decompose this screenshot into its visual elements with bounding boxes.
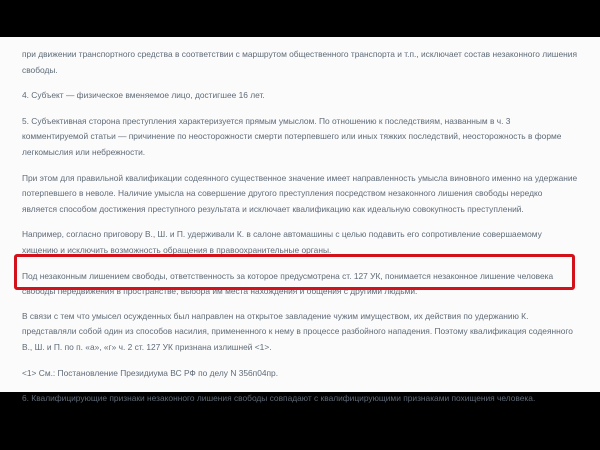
paragraph-example: Например, согласно приговору В., Ш. и П. удерживали К. в салоне автомашины с целью подавить его сопротивление совершаемому хищению и исключить возможность обращения в правоохранительные органы. [22, 229, 542, 255]
paragraph-intent: При этом для правильной квалификации содеянного существенное значение имеет направленность умысла виновного именно на удержание потерпевшего в неволе. Наличие умысла на совершение другого преступления посредством незаконного лишения свободы нередко является способом достижения преступного результата и исключает квалификацию как идеальную совокупность преступлений. [22, 172, 578, 214]
paragraph-definition-highlighted: Под незаконным лишением свободы, ответственность за которое предусмотрена ст. 127 УК, понимается незаконное лишение человека свободы передвижения в пространстве, выбора им места нахождения и общения с другими людьми. [22, 270, 554, 297]
article-text [22, 47, 578, 417]
paragraph-conclusion: В связи с тем что умысел осужденных был направлен на открытое завладение чужим имуществом, их действия по удержанию К. представляли собой один из способов насилия, примененного к нему в процессе разбойного нападения. Поэтому квалификация содеянного В., Ш. и П. по п. «а», «г» ч. 2 ст. 127 УК признана излишней <1>. [22, 310, 573, 352]
footnote: <1> См.: Постановление Президиума ВС РФ по делу N 356п04пр. [22, 367, 279, 378]
paragraph-aggravating: 6. Квалифицирующие признаки незаконного лишения свободы совпадают с квалифицирующими признаками похищения человека. [22, 393, 536, 404]
paragraph-continuation: при движении транспортного средства в соответствии с маршрутом общественного транспорта и т.п., исключает состав незаконного лишения свободы. [22, 49, 577, 75]
paragraph-subject: 4. Субъект — физическое вменяемое лицо, достигшее 16 лет. [22, 90, 265, 101]
paragraph-subjective-side: 5. Субъективная сторона преступления характеризуется прямым умыслом. По отношению к последствиям, названным в ч. 3 комментируемой статьи — причинение по неосторожности смерти потерпевшего или иных тяжких последствий, неосторожность в форме легкомыслия или небрежности. [22, 115, 562, 157]
document-page [0, 37, 600, 404]
